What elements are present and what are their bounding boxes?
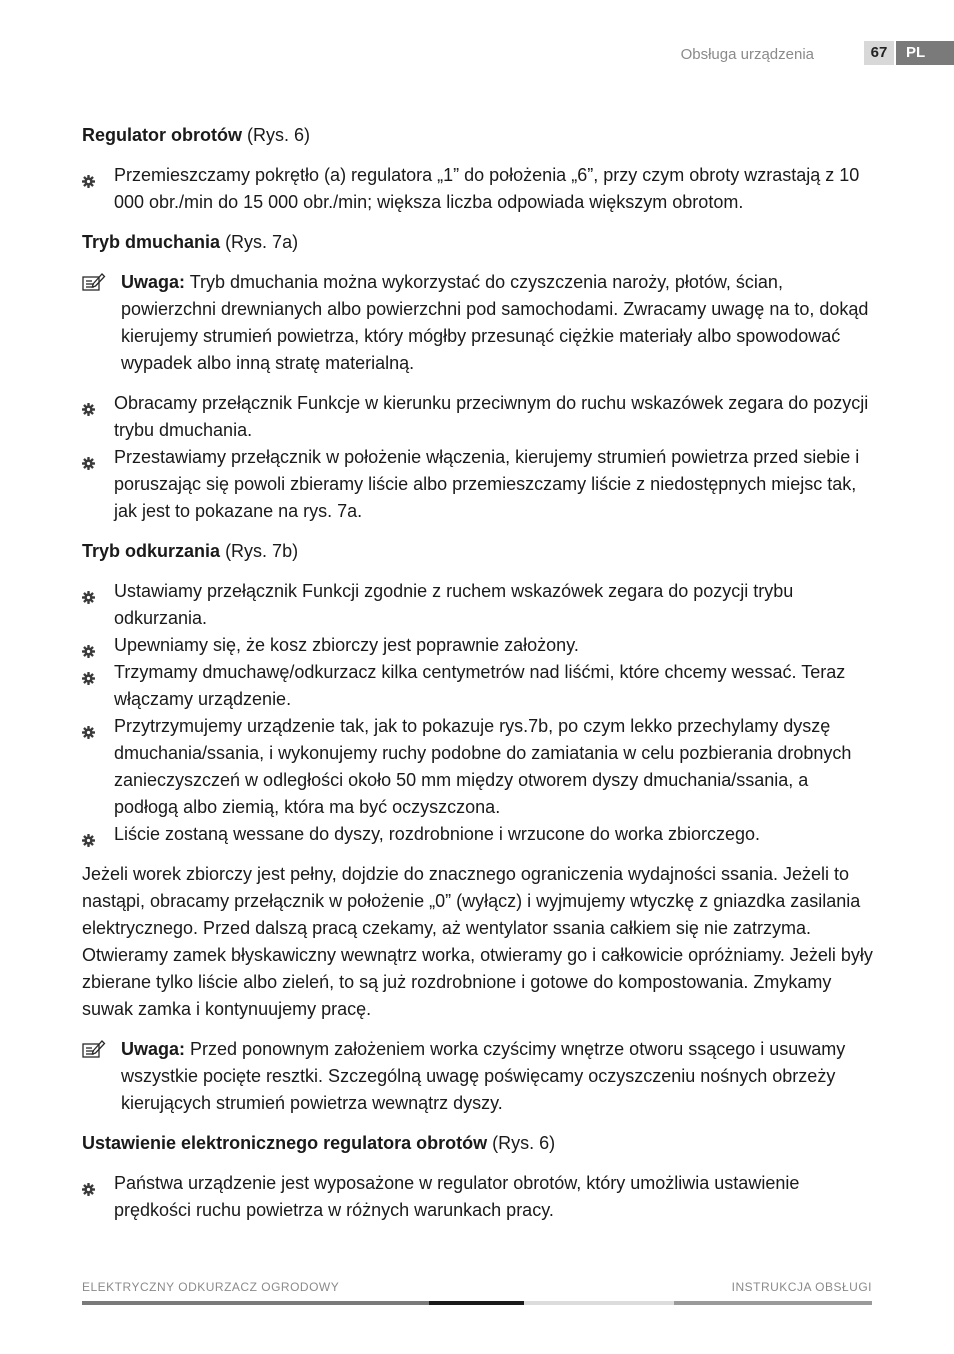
gear-bullet-icon bbox=[82, 828, 95, 841]
section-heading bbox=[82, 538, 874, 565]
gear-bullet-icon bbox=[82, 639, 95, 652]
gear-bullet-icon bbox=[82, 585, 95, 598]
list-item bbox=[82, 578, 874, 632]
bullet-list bbox=[82, 578, 874, 848]
list-item-text: Trzymamy dmuchawę/odkurzacz kilka centymetrów nad liśćmi, które chcemy wessać. Teraz włączamy urządzenie. bbox=[114, 662, 846, 709]
section-title: Ustawienie elektronicznego regulatora obrotów bbox=[82, 1133, 488, 1153]
list-item-text: Upewniamy się, że kosz zbiorczy jest poprawnie założony. bbox=[114, 635, 579, 655]
bullet-list bbox=[82, 390, 874, 525]
list-item bbox=[82, 162, 874, 216]
gear-bullet-icon bbox=[82, 666, 95, 679]
section-title: Tryb dmuchania bbox=[82, 232, 221, 252]
section-heading bbox=[82, 229, 874, 256]
list-item bbox=[82, 713, 874, 821]
note-block bbox=[82, 1036, 874, 1117]
list-item bbox=[82, 659, 874, 713]
list-item bbox=[82, 821, 874, 848]
note-label: Uwaga: bbox=[121, 272, 186, 292]
section-title: Tryb odkurzania bbox=[82, 541, 221, 561]
bullet-list bbox=[82, 162, 874, 216]
gear-bullet-icon bbox=[82, 169, 95, 182]
list-item-text: Przestawiamy przełącznik w położenie włączenia, kierujemy strumień powietrza przed siebie i poruszając się powoli zbieramy liście albo przemieszczamy liście z niedostępnych miejsc tak, jak jest to pokazane na rys. 7a. bbox=[114, 447, 860, 521]
gear-bullet-icon bbox=[82, 720, 95, 733]
page-number: 67 bbox=[864, 41, 894, 65]
section-figure-ref: (Rys. 7b) bbox=[225, 541, 299, 561]
gear-bullet-icon bbox=[82, 397, 95, 410]
footer-bar-segment bbox=[82, 1301, 429, 1305]
footer-document-type: INSTRUKCJA OBSŁUGI bbox=[731, 1280, 872, 1294]
note-label: Uwaga: bbox=[121, 1039, 186, 1059]
bullet-list bbox=[82, 1170, 874, 1224]
language-badge: PL bbox=[896, 41, 954, 65]
section-title: Regulator obrotów bbox=[82, 125, 242, 145]
list-item bbox=[82, 1170, 874, 1224]
list-item-text: Państwa urządzenie jest wyposażone w regulator obrotów, który umożliwia ustawienie prędkości ruchu powietrza w różnych warunkach pracy. bbox=[114, 1173, 800, 1220]
footer-bar-segment bbox=[524, 1301, 674, 1305]
note-pencil-icon bbox=[82, 272, 106, 292]
note-pencil-icon bbox=[82, 1039, 106, 1059]
list-item-text: Liście zostaną wessane do dyszy, rozdrobnione i wrzucone do worka zbiorczego. bbox=[114, 824, 761, 844]
list-item bbox=[82, 390, 874, 444]
footer-product-name: ELEKTRYCZNY ODKURZACZ OGRODOWY bbox=[82, 1280, 340, 1294]
section-figure-ref: (Rys. 7a) bbox=[225, 232, 299, 252]
section-heading bbox=[82, 122, 874, 149]
header-section-title: Obsługa urządzenia bbox=[680, 46, 814, 63]
note-text: Tryb dmuchania można wykorzystać do czyszczenia naroży, płotów, ścian, powierzchni drewnianych albo powierzchni pod samochodami. Zwracamy uwagę na to, dokąd kierujemy strumień powietrza, który mógłby przesunąć ciężkie materiały albo spowodować wypadek albo inną stratę materialną. bbox=[121, 272, 869, 373]
section-heading bbox=[82, 1130, 874, 1157]
footer-bar-segment bbox=[429, 1301, 524, 1305]
note-text: Przed ponownym założeniem worka czyścimy wnętrze otworu ssącego i usuwamy wszystkie pocięte resztki. Szczególną uwagę poświęcamy oczyszczeniu nośnych obrzeży kierujących strumień powietrza wewnątrz dyszy. bbox=[121, 1039, 846, 1113]
list-item-text: Przemieszczamy pokrętło (a) regulatora „1” do położenia „6”, przy czym obroty wzrastają z 10 000 obr./min do 15 000 obr./min; większa liczba odpowiada większym obrotom. bbox=[114, 165, 860, 212]
section-figure-ref: (Rys. 6) bbox=[247, 125, 311, 145]
list-item-text: Przytrzymujemy urządzenie tak, jak to pokazuje rys.7b, po czym lekko przechylamy dyszę dmuchania/ssania, i wykonujemy ruchy podobne do zamiatania w celu pozbierania drobnych zanieczyszczeń w odległości około 50 mm między otworem dyszy dmuchania/ssania, a podłogą albo ziemią, która ma być oczyszczona. bbox=[114, 716, 852, 817]
list-item bbox=[82, 444, 874, 525]
gear-bullet-icon bbox=[82, 1177, 95, 1190]
list-item-text: Obracamy przełącznik Funkcje w kierunku przeciwnym do ruchu wskazówek zegara do pozycji trybu dmuchania. bbox=[114, 393, 869, 440]
gear-bullet-icon bbox=[82, 451, 95, 464]
body-paragraph: Jeżeli worek zbiorczy jest pełny, dojdzie do znacznego ograniczenia wydajności ssania. Jeżeli to nastąpi, obracamy przełącznik w położenie „0” (wyłącz) i wyjmujemy wtyczkę z gniazdka zasilania elektrycznego. Przed dalszą pracą czekamy, aż wentylator ssania całkiem się nie zatrzyma. Otwieramy zamek błyskawiczny wewnątrz worka, otwieramy go i całkowicie opróżniamy. Jeżeli były zbierane tylko liście albo zieleń, to są już rozdrobnione i gotowe do kompostowania. Zmykamy suwak zamka i kontynuujemy pracę. bbox=[82, 864, 873, 1019]
note-block bbox=[82, 269, 874, 377]
footer-divider bbox=[82, 1301, 872, 1305]
section-figure-ref: (Rys. 6) bbox=[492, 1133, 556, 1153]
footer-bar-segment bbox=[674, 1301, 872, 1305]
page-content bbox=[82, 122, 874, 1237]
list-item-text: Ustawiamy przełącznik Funkcji zgodnie z ruchem wskazówek zegara do pozycji trybu odkurzania. bbox=[114, 581, 794, 628]
list-item bbox=[82, 632, 874, 659]
